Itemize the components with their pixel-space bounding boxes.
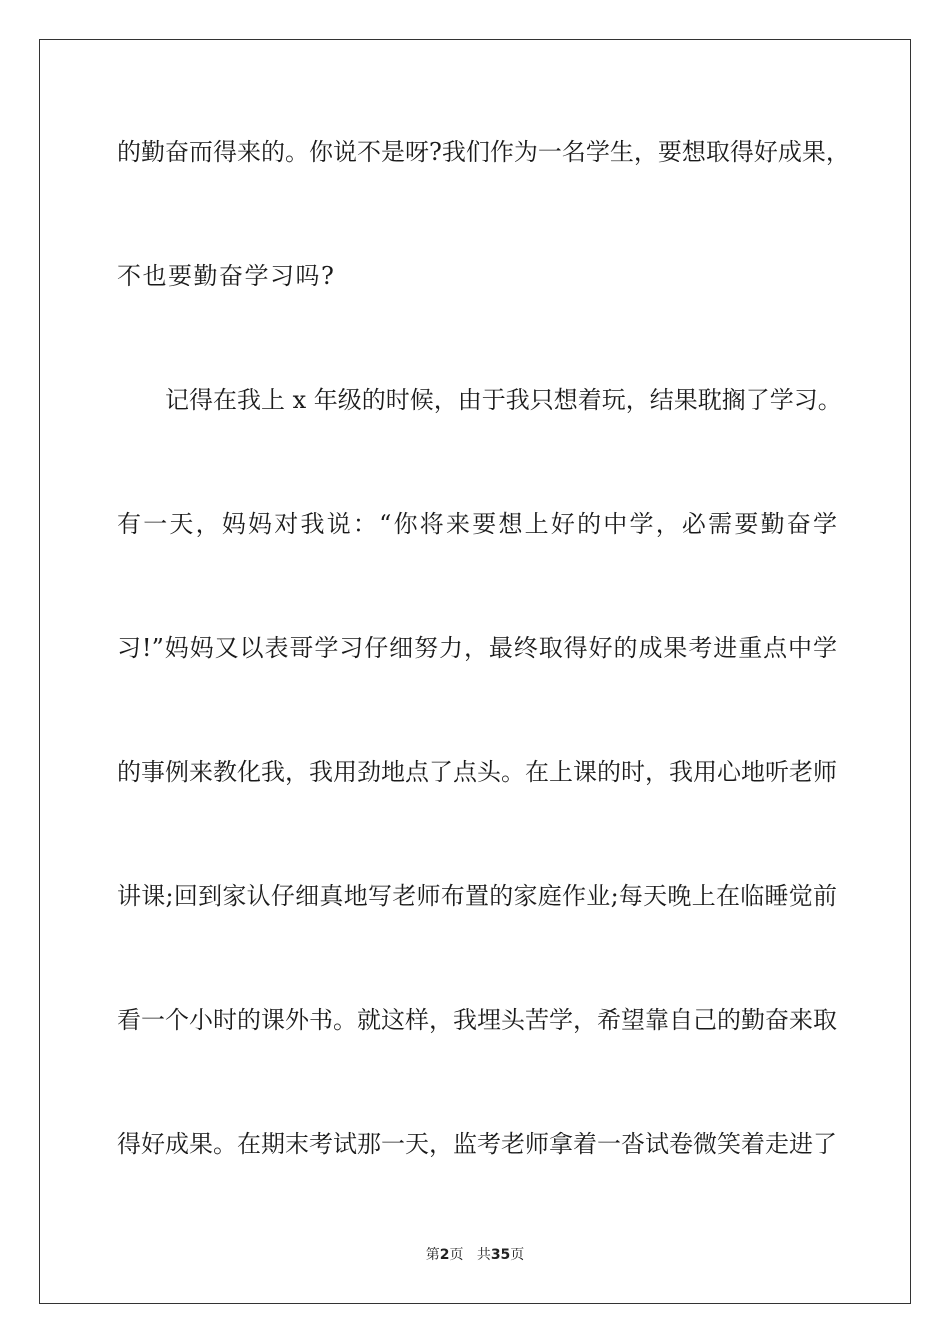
- footer-page-number: 2: [439, 1247, 450, 1263]
- page-frame: [39, 39, 911, 1304]
- text-line-7: 讲课;回到家认仔细真地写老师布置的家庭作业;每天晚上在临睡觉前: [117, 882, 837, 910]
- text-line-9: 得好成果。在期末考试那一天，监考老师拿着一沓试卷微笑着走进了: [117, 1130, 837, 1158]
- text-line-1: 的勤奋而得来的。你说不是呀?我们作为一名学生，要想取得好成果，: [117, 138, 850, 166]
- text-line-6: 的事例来教化我，我用劲地点了点头。在上课的时，我用心地听老师: [117, 758, 837, 786]
- footer-page-prefix: 第: [425, 1247, 440, 1263]
- text-line-4: 有一天，妈妈对我说：“你将来要想上好的中学，必需要勤奋学: [117, 510, 837, 538]
- text-line-3: 记得在我上 x 年级的时候，由于我只想着玩，结果耽搁了学习。: [165, 386, 842, 414]
- text-line-5: 习!”妈妈又以表哥学习仔细努力，最终取得好的成果考进重点中学: [117, 634, 837, 662]
- text-line-8: 看一个小时的课外书。就这样，我埋头苦学，希望靠自己的勤奋来取: [117, 1006, 837, 1034]
- footer-page-suffix: 页: [449, 1247, 464, 1263]
- page-footer: [0, 1246, 950, 1264]
- footer-total-suffix: 页: [510, 1247, 525, 1263]
- footer-total-pages: 35: [490, 1247, 511, 1263]
- footer-total-prefix: 共: [476, 1247, 491, 1263]
- text-line-2: 不也要勤奋学习吗?: [117, 262, 336, 290]
